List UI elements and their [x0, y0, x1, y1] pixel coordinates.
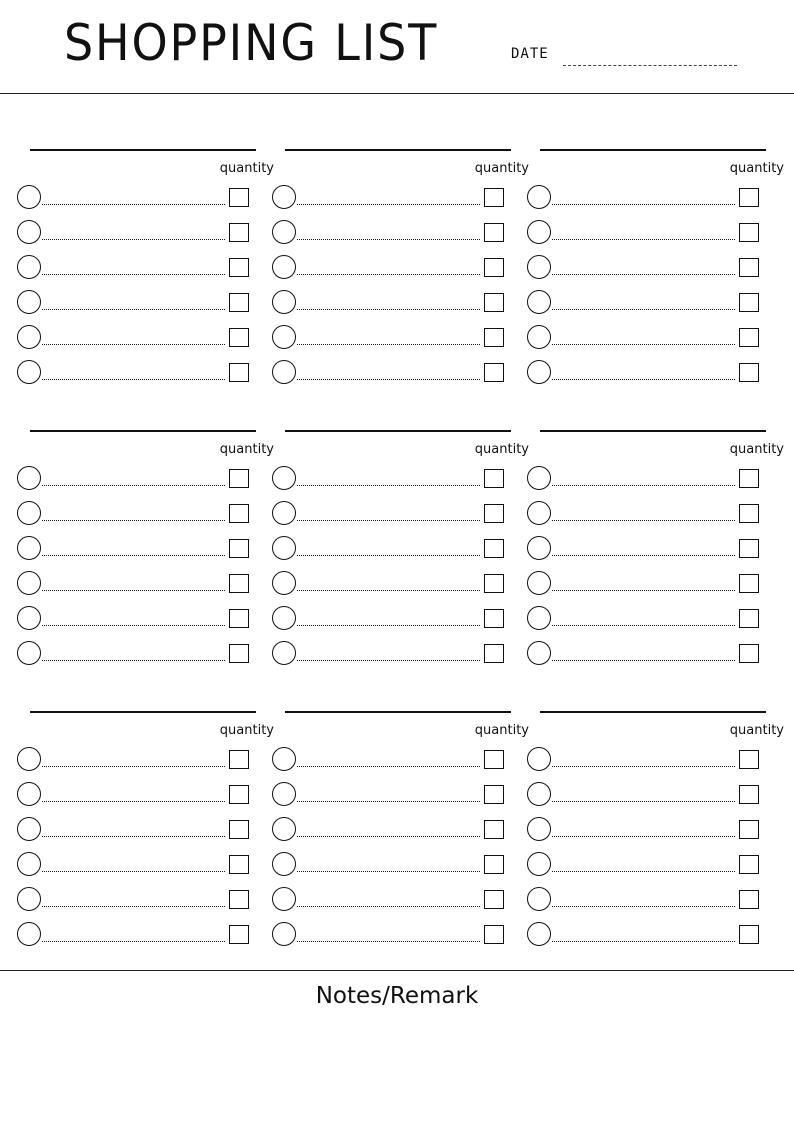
item-entry-line[interactable]: [42, 906, 225, 907]
quantity-box[interactable]: [484, 855, 504, 874]
list-item: [17, 606, 267, 631]
quantity-box[interactable]: [229, 820, 249, 839]
list-item: [272, 185, 522, 210]
list-item: [527, 220, 777, 245]
item-entry-line[interactable]: [297, 801, 480, 802]
category-heading-line[interactable]: [285, 149, 511, 151]
checkbox-circle[interactable]: [527, 325, 551, 349]
quantity-box[interactable]: [739, 539, 759, 558]
item-entry-line[interactable]: [42, 344, 225, 345]
list-item: [527, 852, 777, 877]
checkbox-circle[interactable]: [17, 817, 41, 841]
item-entry-line[interactable]: [552, 660, 735, 661]
checkbox-circle[interactable]: [527, 536, 551, 560]
quantity-box[interactable]: [484, 574, 504, 593]
item-entry-line[interactable]: [297, 344, 480, 345]
checkbox-circle[interactable]: [527, 747, 551, 771]
list-block: [17, 711, 274, 961]
list-item: [272, 325, 522, 350]
item-entry-line[interactable]: [297, 625, 480, 626]
quantity-label: quantity: [219, 442, 274, 457]
category-heading-line[interactable]: [285, 711, 511, 713]
item-entry-line[interactable]: [297, 660, 480, 661]
checkbox-circle[interactable]: [17, 571, 41, 595]
checkbox-circle[interactable]: [527, 887, 551, 911]
quantity-box[interactable]: [484, 925, 504, 944]
quantity-box[interactable]: [229, 574, 249, 593]
list-item: [527, 185, 777, 210]
quantity-box[interactable]: [229, 328, 249, 347]
category-heading-line[interactable]: [30, 430, 256, 432]
list-item: [272, 571, 522, 596]
date-label: DATE: [511, 46, 549, 62]
list-item: [17, 360, 267, 385]
category-heading-line[interactable]: [285, 430, 511, 432]
quantity-box[interactable]: [229, 258, 249, 277]
checkbox-circle[interactable]: [527, 852, 551, 876]
quantity-box[interactable]: [739, 293, 759, 312]
checkbox-circle[interactable]: [272, 360, 296, 384]
quantity-box[interactable]: [484, 750, 504, 769]
checkbox-circle[interactable]: [272, 887, 296, 911]
notes-title: Notes/Remark: [315, 983, 479, 1009]
checkbox-circle[interactable]: [272, 571, 296, 595]
list-item: [17, 782, 267, 807]
checkbox-circle[interactable]: [272, 922, 296, 946]
item-entry-line[interactable]: [297, 766, 480, 767]
checkbox-circle[interactable]: [17, 325, 41, 349]
list-item: [272, 536, 522, 561]
checkbox-circle[interactable]: [17, 747, 41, 771]
item-entry-line[interactable]: [552, 204, 735, 205]
list-block: [272, 711, 529, 961]
list-item: [17, 220, 267, 245]
quantity-box[interactable]: [229, 644, 249, 663]
quantity-box[interactable]: [739, 644, 759, 663]
checkbox-circle[interactable]: [272, 220, 296, 244]
list-block: [527, 430, 784, 680]
list-item: [527, 290, 777, 315]
quantity-box[interactable]: [484, 539, 504, 558]
checkbox-circle[interactable]: [272, 325, 296, 349]
checkbox-circle[interactable]: [272, 641, 296, 665]
checkbox-circle[interactable]: [17, 360, 41, 384]
page-title: SHOPPING LIST: [64, 14, 439, 72]
list-item: [527, 255, 777, 280]
list-item: [17, 536, 267, 561]
item-entry-line[interactable]: [552, 274, 735, 275]
category-heading-line[interactable]: [540, 149, 766, 151]
item-entry-line[interactable]: [552, 309, 735, 310]
quantity-box[interactable]: [739, 574, 759, 593]
list-item: [527, 606, 777, 631]
list-item: [272, 887, 522, 912]
checkbox-circle[interactable]: [272, 466, 296, 490]
list-item: [527, 501, 777, 526]
list-item: [527, 817, 777, 842]
list-item: [17, 887, 267, 912]
item-entry-line[interactable]: [42, 801, 225, 802]
category-heading-line[interactable]: [30, 149, 256, 151]
item-entry-line[interactable]: [552, 590, 735, 591]
list-item: [272, 817, 522, 842]
list-item: [527, 782, 777, 807]
checkbox-circle[interactable]: [527, 220, 551, 244]
item-entry-line[interactable]: [552, 871, 735, 872]
list-block: [17, 149, 274, 399]
quantity-box[interactable]: [484, 223, 504, 242]
list-item: [527, 887, 777, 912]
quantity-box[interactable]: [739, 223, 759, 242]
item-entry-line[interactable]: [42, 941, 225, 942]
checkbox-circle[interactable]: [17, 536, 41, 560]
list-block: [272, 430, 529, 680]
checkbox-circle[interactable]: [272, 747, 296, 771]
quantity-label: quantity: [474, 442, 529, 457]
checkbox-circle[interactable]: [527, 922, 551, 946]
item-entry-line[interactable]: [42, 274, 225, 275]
list-item: [272, 290, 522, 315]
quantity-box[interactable]: [739, 188, 759, 207]
checkbox-circle[interactable]: [527, 571, 551, 595]
checkbox-circle[interactable]: [17, 501, 41, 525]
list-item: [17, 747, 267, 772]
list-item: [272, 360, 522, 385]
list-item: [17, 922, 267, 947]
quantity-box[interactable]: [739, 504, 759, 523]
list-item: [527, 747, 777, 772]
checkbox-circle[interactable]: [272, 501, 296, 525]
checkbox-circle[interactable]: [272, 817, 296, 841]
list-item: [17, 255, 267, 280]
quantity-box[interactable]: [484, 293, 504, 312]
list-item: [17, 466, 267, 491]
quantity-box[interactable]: [484, 328, 504, 347]
quantity-label: quantity: [474, 161, 529, 176]
quantity-box[interactable]: [484, 609, 504, 628]
list-item: [17, 571, 267, 596]
item-entry-line[interactable]: [552, 555, 735, 556]
quantity-box[interactable]: [229, 855, 249, 874]
item-entry-line[interactable]: [42, 204, 225, 205]
item-entry-line[interactable]: [552, 485, 735, 486]
list-item: [527, 325, 777, 350]
quantity-box[interactable]: [739, 363, 759, 382]
list-block: [272, 149, 529, 399]
checkbox-circle[interactable]: [17, 922, 41, 946]
date-field-line[interactable]: [563, 65, 737, 66]
item-entry-line[interactable]: [297, 379, 480, 380]
quantity-box[interactable]: [739, 820, 759, 839]
list-item: [272, 641, 522, 666]
item-entry-line[interactable]: [552, 520, 735, 521]
item-entry-line[interactable]: [42, 766, 225, 767]
list-item: [272, 747, 522, 772]
item-entry-line[interactable]: [42, 239, 225, 240]
quantity-box[interactable]: [229, 785, 249, 804]
list-item: [272, 220, 522, 245]
quantity-box[interactable]: [229, 469, 249, 488]
category-heading-line[interactable]: [540, 711, 766, 713]
list-item: [272, 606, 522, 631]
quantity-box[interactable]: [484, 469, 504, 488]
checkbox-circle[interactable]: [272, 255, 296, 279]
list-item: [527, 536, 777, 561]
item-entry-line[interactable]: [552, 836, 735, 837]
item-entry-line[interactable]: [42, 836, 225, 837]
quantity-box[interactable]: [484, 785, 504, 804]
item-entry-line[interactable]: [297, 274, 480, 275]
list-item: [17, 852, 267, 877]
item-entry-line[interactable]: [297, 485, 480, 486]
checkbox-circle[interactable]: [17, 255, 41, 279]
quantity-box[interactable]: [484, 890, 504, 909]
item-entry-line[interactable]: [42, 590, 225, 591]
item-entry-line[interactable]: [552, 239, 735, 240]
footer-divider: [0, 970, 794, 971]
item-entry-line[interactable]: [552, 941, 735, 942]
checkbox-circle[interactable]: [527, 466, 551, 490]
checkbox-circle[interactable]: [527, 782, 551, 806]
list-item: [527, 571, 777, 596]
checkbox-circle[interactable]: [527, 290, 551, 314]
item-entry-line[interactable]: [297, 239, 480, 240]
item-entry-line[interactable]: [297, 555, 480, 556]
quantity-label: quantity: [219, 723, 274, 738]
item-entry-line[interactable]: [297, 871, 480, 872]
item-entry-line[interactable]: [552, 625, 735, 626]
item-entry-line[interactable]: [552, 906, 735, 907]
quantity-box[interactable]: [484, 363, 504, 382]
checkbox-circle[interactable]: [17, 466, 41, 490]
quantity-label: quantity: [729, 723, 784, 738]
checkbox-circle[interactable]: [17, 852, 41, 876]
list-item: [272, 466, 522, 491]
item-entry-line[interactable]: [42, 520, 225, 521]
quantity-box[interactable]: [229, 223, 249, 242]
list-item: [17, 641, 267, 666]
quantity-box[interactable]: [229, 925, 249, 944]
quantity-box[interactable]: [484, 258, 504, 277]
list-item: [17, 501, 267, 526]
header-divider: [0, 93, 794, 94]
checkbox-circle[interactable]: [17, 220, 41, 244]
checkbox-circle[interactable]: [527, 606, 551, 630]
quantity-box[interactable]: [739, 258, 759, 277]
quantity-box[interactable]: [229, 890, 249, 909]
category-heading-line[interactable]: [30, 711, 256, 713]
list-item: [17, 185, 267, 210]
list-item: [527, 641, 777, 666]
checkbox-circle[interactable]: [272, 852, 296, 876]
quantity-box[interactable]: [229, 539, 249, 558]
quantity-box[interactable]: [739, 750, 759, 769]
list-item: [17, 817, 267, 842]
quantity-label: quantity: [729, 442, 784, 457]
quantity-label: quantity: [219, 161, 274, 176]
category-heading-line[interactable]: [540, 430, 766, 432]
item-entry-line[interactable]: [42, 625, 225, 626]
item-entry-line[interactable]: [297, 906, 480, 907]
item-entry-line[interactable]: [42, 485, 225, 486]
quantity-box[interactable]: [484, 820, 504, 839]
checkbox-circle[interactable]: [272, 290, 296, 314]
quantity-box[interactable]: [739, 785, 759, 804]
quantity-box[interactable]: [739, 925, 759, 944]
checkbox-circle[interactable]: [527, 817, 551, 841]
quantity-box[interactable]: [739, 469, 759, 488]
checkbox-circle[interactable]: [527, 501, 551, 525]
checkbox-circle[interactable]: [527, 360, 551, 384]
quantity-box[interactable]: [739, 855, 759, 874]
checkbox-circle[interactable]: [17, 887, 41, 911]
item-entry-line[interactable]: [297, 204, 480, 205]
quantity-box[interactable]: [739, 328, 759, 347]
quantity-box[interactable]: [484, 504, 504, 523]
item-entry-line[interactable]: [42, 660, 225, 661]
item-entry-line[interactable]: [552, 801, 735, 802]
list-item: [17, 290, 267, 315]
list-item: [527, 360, 777, 385]
item-entry-line[interactable]: [552, 344, 735, 345]
checkbox-circle[interactable]: [17, 290, 41, 314]
item-entry-line[interactable]: [552, 379, 735, 380]
item-entry-line[interactable]: [297, 941, 480, 942]
quantity-box[interactable]: [229, 188, 249, 207]
list-block: [17, 430, 274, 680]
item-entry-line[interactable]: [42, 379, 225, 380]
quantity-box[interactable]: [484, 644, 504, 663]
quantity-box[interactable]: [484, 188, 504, 207]
list-item: [272, 922, 522, 947]
checkbox-circle[interactable]: [527, 185, 551, 209]
checkbox-circle[interactable]: [17, 782, 41, 806]
quantity-label: quantity: [729, 161, 784, 176]
quantity-box[interactable]: [229, 609, 249, 628]
checkbox-circle[interactable]: [272, 536, 296, 560]
item-entry-line[interactable]: [42, 309, 225, 310]
item-entry-line[interactable]: [42, 871, 225, 872]
list-block: [527, 711, 784, 961]
list-item: [272, 782, 522, 807]
quantity-box[interactable]: [229, 504, 249, 523]
quantity-box[interactable]: [229, 363, 249, 382]
item-entry-line[interactable]: [297, 590, 480, 591]
list-item: [527, 922, 777, 947]
quantity-box[interactable]: [229, 293, 249, 312]
list-item: [17, 325, 267, 350]
checkbox-circle[interactable]: [272, 606, 296, 630]
item-entry-line[interactable]: [42, 555, 225, 556]
item-entry-line[interactable]: [297, 309, 480, 310]
quantity-box[interactable]: [229, 750, 249, 769]
item-entry-line[interactable]: [297, 520, 480, 521]
list-item: [272, 255, 522, 280]
checkbox-circle[interactable]: [272, 782, 296, 806]
checkbox-circle[interactable]: [17, 641, 41, 665]
checkbox-circle[interactable]: [17, 185, 41, 209]
item-entry-line[interactable]: [552, 766, 735, 767]
quantity-box[interactable]: [739, 609, 759, 628]
list-item: [272, 852, 522, 877]
checkbox-circle[interactable]: [272, 185, 296, 209]
checkbox-circle[interactable]: [527, 255, 551, 279]
quantity-box[interactable]: [739, 890, 759, 909]
list-item: [527, 466, 777, 491]
checkbox-circle[interactable]: [17, 606, 41, 630]
quantity-label: quantity: [474, 723, 529, 738]
list-block: [527, 149, 784, 399]
list-item: [272, 501, 522, 526]
checkbox-circle[interactable]: [527, 641, 551, 665]
item-entry-line[interactable]: [297, 836, 480, 837]
